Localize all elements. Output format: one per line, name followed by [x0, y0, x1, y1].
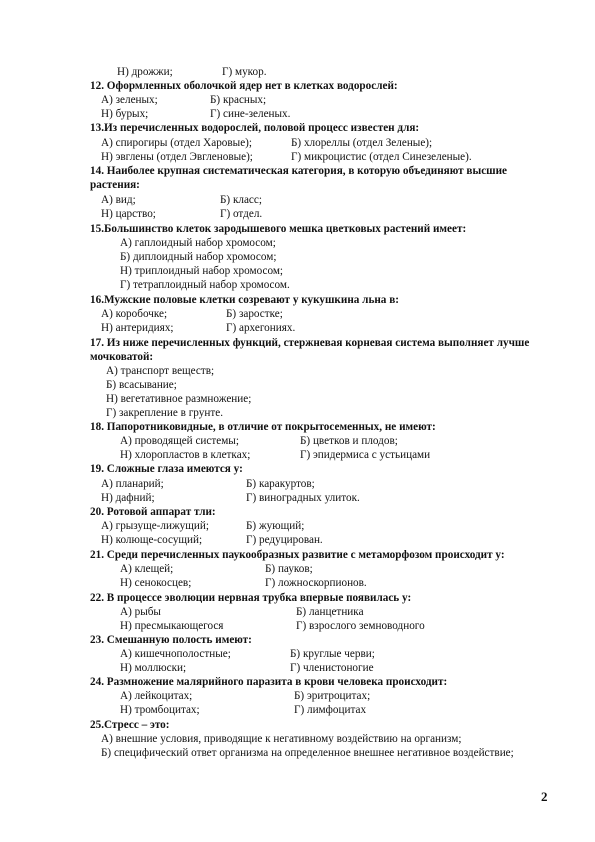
answer-option: Н) пресмыкающегося [120, 620, 224, 632]
answer-option: Б) цветков и плодов; [300, 435, 398, 447]
answer-option: А) гаплоидный набор хромосом; [120, 237, 276, 249]
question-text: 23. Смешанную полость имеют: [90, 634, 252, 646]
answer-option: А) клещей; [120, 563, 174, 575]
question-text: 22. В процессе эволюции нервная трубка впервые появилась у: [90, 592, 412, 604]
answer-option: Б) специфический ответ организма на определенное внешнее негативное воздействие; [101, 747, 514, 759]
question-text: растения: [90, 179, 140, 191]
answer-option: А) спирогиры (отдел Харовые); [101, 137, 252, 149]
answer-option: Н) хлоропластов в клетках; [120, 449, 251, 461]
answer-option: Н) тромбоцитах; [120, 704, 200, 716]
answer-option: Г) мукор. [222, 66, 267, 78]
question-text: мочковатой: [90, 351, 154, 363]
answer-option: Б) заростке; [226, 308, 283, 320]
answer-option: А) грызуще-лижущий; [101, 520, 209, 532]
question-text: 18. Папоротниковидные, в отличие от покрытосеменных, не имеют: [90, 421, 436, 433]
answer-option: Б) круглые черви; [290, 648, 375, 660]
answer-option: А) рыбы [120, 606, 161, 618]
answer-option: Г) виноградных улиток. [246, 492, 360, 504]
answer-option: Б) эритроцитах; [294, 690, 371, 702]
answer-option: Б) каракуртов; [246, 478, 315, 490]
answer-option: А) проводящей системы; [120, 435, 239, 447]
question-text: 12. Оформленных оболочкой ядер нет в клетках водорослей: [90, 80, 398, 92]
answer-option: Н) бурых; [101, 108, 149, 120]
answer-option: Г) эпидермиса с устьицами [300, 449, 431, 461]
answer-option: Н) дрожжи; [117, 66, 173, 78]
answer-option: Г) редуцирован. [246, 534, 323, 546]
answer-option: Б) диплоидный набор хромосом; [120, 251, 277, 263]
answer-option: Г) взрослого земноводного [296, 620, 425, 632]
answer-option: Н) дафний; [101, 492, 155, 504]
answer-option: Б) красных; [210, 94, 267, 106]
answer-option: А) внешние условия, приводящие к негативному воздействию на организм; [101, 733, 462, 745]
question-text: 25.Стресс – это: [90, 719, 170, 731]
answer-option: Г) ложноскорпионов. [265, 577, 367, 589]
question-text: 16.Мужские половые клетки созревают у кукушкина льна в: [90, 294, 399, 306]
answer-option: Б) жующий; [246, 520, 305, 532]
answer-option: Б) всасывание; [106, 379, 177, 391]
question-text: 13.Из перечисленных водорослей, половой процесс известен для: [90, 122, 420, 134]
answer-option: Н) антеридиях; [101, 322, 174, 334]
answer-option: Б) хлореллы (отдел Зеленые); [291, 137, 433, 149]
answer-option: Г) микроцистис (отдел Синезеленые). [291, 151, 472, 163]
answer-option: Б) класс; [220, 194, 262, 206]
answer-option: Г) тетраплоидный набор хромосом. [120, 279, 290, 291]
question-text: 21. Среди перечисленных паукообразных развитие с метаморфозом происходит у: [90, 549, 505, 561]
answer-option: А) вид; [101, 194, 136, 206]
answer-option: Н) триплоидный набор хромосом; [120, 265, 284, 277]
answer-option: Г) архегониях. [226, 322, 296, 334]
answer-option: А) зеленых; [101, 94, 158, 106]
question-text: 14. Наиболее крупная систематическая категория, в которую объединяют высшие [90, 165, 508, 177]
answer-option: Г) лимфоцитах [294, 704, 367, 716]
question-text: 17. Из ниже перечисленных функций, стержневая корневая система выполняет лучше [90, 337, 530, 349]
answer-option: А) кишечнополостные; [120, 648, 231, 660]
page-number: 2 [541, 789, 548, 804]
answer-option: А) транспорт веществ; [106, 365, 215, 377]
answer-option: Н) царство; [101, 208, 156, 220]
question-text: 15.Большинство клеток зародышевого мешка цветковых растений имеет: [90, 223, 467, 235]
answer-option: Б) ланцетника [296, 606, 364, 618]
answer-option: Г) сине-зеленых. [210, 108, 291, 120]
answer-option: Н) эвглены (отдел Эвгленовые); [101, 151, 253, 163]
answer-option: Н) сенокосцев; [120, 577, 192, 589]
answer-option: А) планарий; [101, 478, 164, 490]
question-text: 19. Сложные глаза имеются у: [90, 463, 243, 475]
answer-option: Н) вегетативное размножение; [106, 393, 252, 405]
answer-option: Г) закрепление в грунте. [106, 407, 223, 419]
answer-option: Г) отдел. [220, 208, 263, 220]
answer-option: Н) колюще-сосущий; [101, 534, 203, 546]
question-text: 24. Размножение малярийного паразита в крови человека происходит: [90, 676, 448, 688]
answer-option: А) коробочке; [101, 308, 168, 320]
answer-option: Г) членистоногие [290, 662, 374, 674]
question-text: 20. Ротовой аппарат тли: [90, 506, 216, 518]
answer-option: Н) моллюски; [120, 662, 187, 674]
answer-option: Б) пауков; [265, 563, 313, 575]
answer-option: А) лейкоцитах; [120, 690, 193, 702]
